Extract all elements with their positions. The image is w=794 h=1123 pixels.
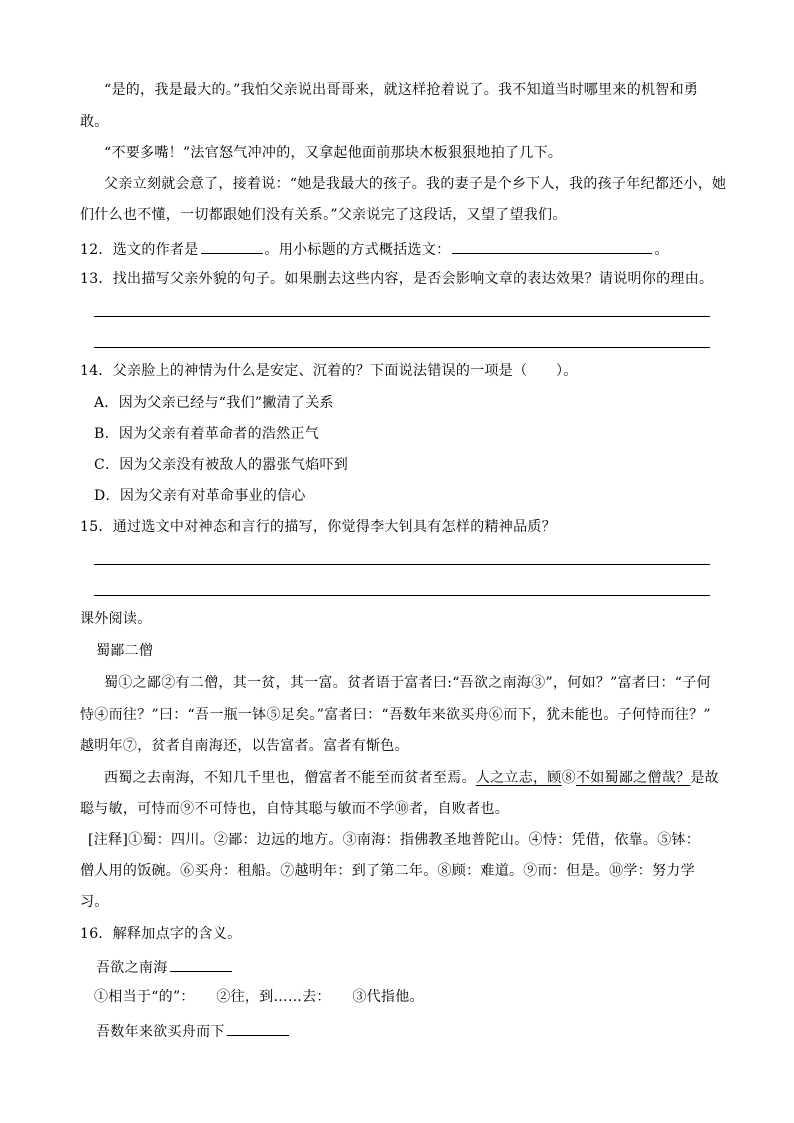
q16-item1-blank[interactable] — [170, 956, 232, 972]
text-p1-line3: 越明年⑦，贫者自南海还，以告富者。富者有惭色。 — [80, 738, 409, 754]
text-p1-line2: 恃④而往？”曰：“吾一瓶一钵⑤足矣。”富者曰：“吾数年来欲买舟⑥而下，犹未能也。子何恃而往？” — [80, 707, 711, 723]
notes-line1: [注释]①蜀：四川。②鄙：边远的地方。③南海：指佛教圣地普陀山。④恃：凭借，依靠。⑤钵： — [88, 832, 701, 848]
q14-option-a[interactable]: A．因为父亲已经与“我们”撇清了关系 — [94, 395, 334, 411]
q15-answer-line-1[interactable] — [94, 564, 710, 565]
q13-answer-line-1[interactable] — [94, 316, 710, 317]
q12-text-c: 。 — [654, 242, 669, 258]
text-p2-mark: ⑧ — [561, 770, 576, 786]
q16-item2-blank[interactable] — [227, 1020, 289, 1036]
text-p2-b: 是故 — [690, 770, 719, 786]
q16-item1-text: 吾欲之南海 — [96, 960, 168, 976]
passage-p3-line2: 们什么也不懂，一切都跟她们没有关系。”父亲说完了这段话，又望了望我们。 — [80, 207, 567, 223]
question-13: 13．找出描写父亲外貌的句子。如果删去这些内容，是否会影响文章的表达效果？请说明你的理由。 — [80, 271, 714, 287]
passage-p1-line1: “是的，我是最大的。”我怕父亲说出哥哥来，就这样抢着说了。我不知道当时哪里来的机智和勇 — [104, 82, 699, 98]
q14-option-c[interactable]: C．因为父亲没有被敌人的嚣张气焰吓到 — [94, 457, 349, 473]
section-label: 课外阅读。 — [80, 611, 152, 627]
q14-option-d[interactable]: D．因为父亲有对革命事业的信心 — [94, 488, 306, 504]
question-14: 14．父亲脸上的神情为什么是安定、沉着的？下面说法错误的一项是（ ）。 — [80, 363, 578, 379]
q12-subtitle-blank[interactable] — [452, 238, 652, 254]
passage-p3-line1: 父亲立刻就会意了，接着说：“她是我最大的孩子。我的妻子是个乡下人，我的孩子年纪都还小，她 — [104, 176, 727, 192]
passage-p2: “不要多嘴！”法官怒气冲冲的，又拿起他面前那块木板狠狠地拍了几下。 — [104, 145, 563, 161]
text-p2-line1 — [104, 768, 719, 788]
q14-option-b[interactable]: B．因为父亲有着革命者的浩然正气 — [94, 426, 320, 442]
text-p2-a: 西蜀之去南海，不知几千里也，僧富者不能至而贫者至焉。 — [104, 770, 476, 786]
question-15: 15．通过选文中对神态和言行的描写，你觉得李大钊具有怎样的精神品质？ — [80, 519, 557, 535]
question-12 — [80, 238, 669, 260]
q12-author-blank[interactable] — [201, 238, 263, 254]
text-p2-line2: 聪与敏，可恃而⑨不可恃也，自恃其聪与敏而不学⑩者，自败者也。 — [80, 801, 509, 817]
underlined-sentence-2: 不如蜀鄙之僧哉？ — [575, 770, 691, 786]
question-16: 16．解释加点字的含义。 — [80, 926, 242, 942]
q12-text-b: 。用小标题的方式概括选文： — [264, 242, 451, 258]
q16-item1 — [96, 956, 234, 978]
text-p1-line1: 蜀①之鄙②有二僧，其一贫，其一富。贫者语于富者曰:“吾欲之南海③”，何如？”富者曰：“子何 — [104, 675, 711, 691]
q15-answer-line-2[interactable] — [94, 595, 710, 596]
notes-line2: 僧人用的饭碗。⑥买舟：租船。⑦越明年：到了第二年。⑧顾：难道。⑨而：但是。⑩学：努力学 — [80, 863, 695, 879]
notes-line3: 习。 — [80, 894, 109, 910]
q16-item1-options: ①相当于“的”： ②往，到……去： ③代指他。 — [94, 989, 424, 1005]
q12-text-a: 12．选文的作者是 — [80, 242, 199, 258]
q16-item2 — [96, 1020, 291, 1042]
q16-item2-text: 吾数年来欲买舟而下 — [96, 1024, 225, 1040]
passage-p1-line2: 敢。 — [80, 114, 109, 130]
underlined-sentence-1: 人之立志，顾 — [475, 770, 562, 786]
reading-title: 蜀鄙二僧 — [96, 643, 154, 659]
q13-answer-line-2[interactable] — [94, 347, 710, 348]
